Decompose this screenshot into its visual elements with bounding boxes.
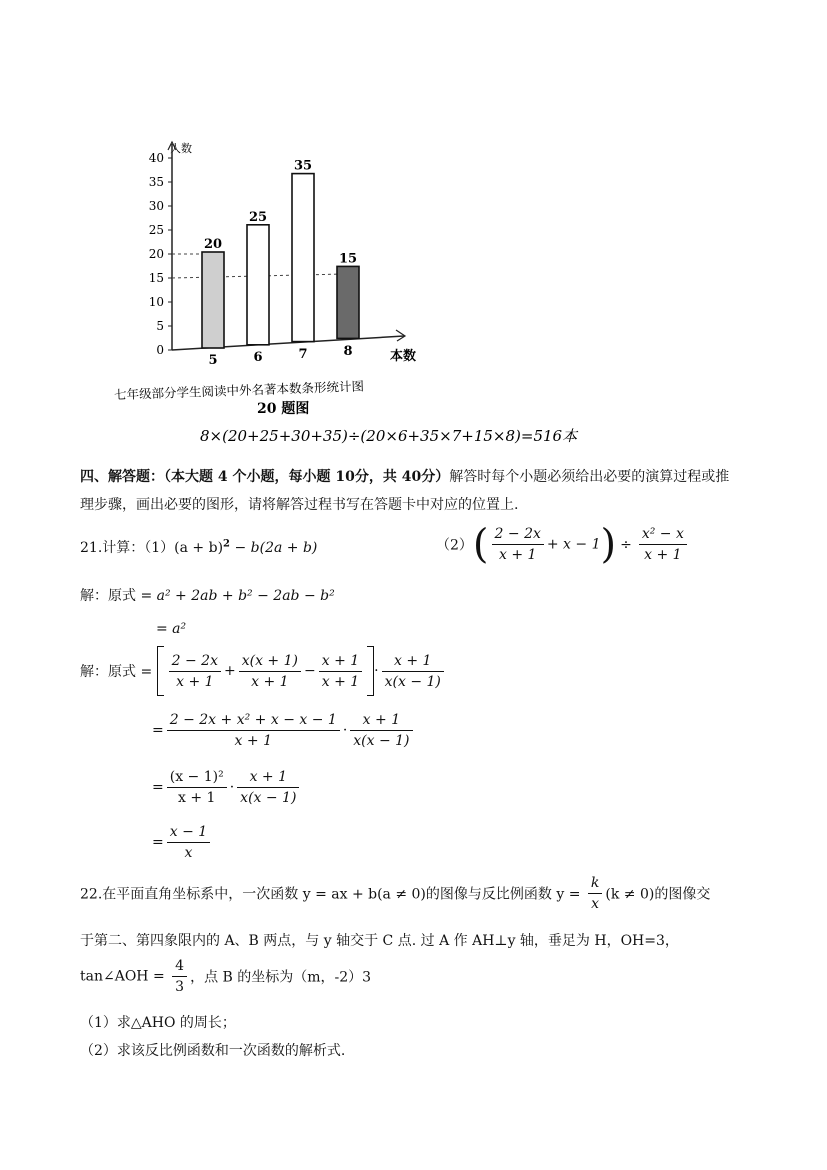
s2a-frac3 xyxy=(319,651,362,692)
q21-expr1-exponent: 2 xyxy=(223,538,231,550)
q21-part2 xyxy=(436,521,690,568)
y-tick-label: 35 xyxy=(148,175,164,189)
bar-7 xyxy=(292,174,314,342)
q22-line2: 于第二、第四象限内的 A、B 两点，与 y 轴交于 C 点. 过 A 作 AH⊥y 轴，垂足为 H，OH=3， xyxy=(80,933,679,949)
q21-expr1: (a + b) xyxy=(174,540,224,556)
y-tick-label: 5 xyxy=(156,319,164,333)
handwritten-note: 8×(20+25+30+35)÷(20×6+35×7+15×8)=516本 xyxy=(200,427,578,445)
denominator: x xyxy=(184,845,193,861)
y-tick-label: 30 xyxy=(148,199,164,213)
x-tick-label: 8 xyxy=(343,344,353,359)
bar-6 xyxy=(247,225,269,345)
q21-fraction-1 xyxy=(492,524,544,565)
y-tick-label: 15 xyxy=(148,271,164,285)
plus-sign: + xyxy=(223,663,236,679)
q22-text-1a: 22.在平面直角坐标系中，一次函数 y = ax + b(a ≠ 0)的图像与反比例函数 y = xyxy=(80,886,585,903)
y-tick-label: 0 xyxy=(156,343,164,357)
sol2-step2 xyxy=(152,710,416,751)
denominator: x + 1 xyxy=(234,733,272,749)
q21-part2-label: （2） xyxy=(436,537,473,554)
s2b-frac2 xyxy=(350,710,412,751)
x-tick-label: 5 xyxy=(208,353,218,368)
numerator: x − 1 xyxy=(167,822,210,843)
y-axis-label: 人数 xyxy=(170,142,192,155)
denominator: x + 1 xyxy=(251,673,289,690)
bar-value-label: 25 xyxy=(248,209,268,225)
equals-sign: = xyxy=(152,779,164,796)
equals-sign: = xyxy=(152,722,164,739)
x-axis-label: 本数 xyxy=(390,349,417,364)
denominator: x + 1 xyxy=(176,673,214,690)
denominator: x(x − 1) xyxy=(240,790,297,806)
q21-expr1-tail: − b(2a + b) xyxy=(230,540,318,556)
q21-label: 21.计算：（1） xyxy=(80,540,175,556)
left-paren: ( xyxy=(472,521,489,568)
dot-sign: · xyxy=(229,779,235,796)
denominator: x + 1 xyxy=(321,673,360,690)
dot-sign: · xyxy=(374,663,379,679)
s2a-frac4 xyxy=(382,651,444,692)
sol1-line1 xyxy=(80,585,335,605)
denominator: 3 xyxy=(175,979,185,995)
denominator: x(x − 1) xyxy=(353,733,410,749)
s2c-frac2 xyxy=(237,767,299,808)
sol2-step4 xyxy=(152,822,213,863)
minus-sign: − xyxy=(303,663,316,679)
s2b-frac1 xyxy=(167,710,340,751)
denominator: x xyxy=(591,896,600,912)
q22-line3 xyxy=(80,956,371,997)
bar-value-label: 35 xyxy=(293,158,313,174)
sol2-step1 xyxy=(80,646,447,696)
chart-caption: 20 题图 xyxy=(257,401,310,417)
denominator: x(x − 1) xyxy=(384,673,441,690)
section-title: 四、解答题：（本大题 4 个小题，每小题 10分，共 40分） xyxy=(80,469,450,485)
s2c-frac1 xyxy=(167,767,227,808)
numerator: x + 1 xyxy=(350,710,412,731)
q21-mid: + x − 1 xyxy=(546,536,601,553)
q21-fraction-2 xyxy=(639,524,687,565)
y-tick-label: 40 xyxy=(148,151,164,165)
q22-part1: （1）求△AHO 的周长； xyxy=(80,1015,236,1031)
sol2-label: 解：原式 = xyxy=(80,664,157,680)
y-tick-label: 25 xyxy=(148,223,164,237)
x-tick-label: 6 xyxy=(253,350,263,365)
s2a-frac1 xyxy=(169,651,221,692)
y-tick-label: 10 xyxy=(148,295,164,309)
s2a-frac2 xyxy=(239,651,301,692)
numerator: k xyxy=(588,873,602,894)
divide-sign: ÷ xyxy=(620,536,632,553)
y-tick-label: 20 xyxy=(148,247,164,261)
sol1-expr: a² + 2ab + b² − 2ab − b² xyxy=(156,588,335,604)
x-tick-label: 7 xyxy=(298,347,308,362)
numerator: (x − 1)² xyxy=(167,767,227,788)
numerator: x + 1 xyxy=(382,651,444,672)
numerator: 4 xyxy=(172,956,187,977)
bar-chart xyxy=(112,138,578,448)
equals-sign: = xyxy=(152,834,164,851)
bar-value-label: 15 xyxy=(338,251,358,267)
numerator: x(x + 1) xyxy=(239,651,301,672)
numerator: x + 1 xyxy=(237,767,299,788)
chart-title: 七年级部分学生阅读中外名著本数条形统计图 xyxy=(113,378,365,403)
q22-text-3b: ，点 B 的坐标为（m，-2）3 xyxy=(190,969,372,986)
right-paren: ) xyxy=(600,521,617,568)
q22-four-thirds xyxy=(172,956,187,997)
numerator: 2 − 2x + x² + x − x − 1 xyxy=(167,710,340,731)
sol1-line2: = a² xyxy=(156,621,187,637)
q22-text-1b: (k ≠ 0)的图像交 xyxy=(605,886,711,903)
sol2-step3 xyxy=(152,767,302,808)
denominator: x + 1 xyxy=(644,547,682,563)
q22-line1 xyxy=(80,873,710,914)
bar-value-label: 20 xyxy=(203,237,223,252)
q22-k-over-x xyxy=(588,873,602,914)
numerator: x + 1 xyxy=(319,651,362,672)
bar-8 xyxy=(337,266,359,338)
bar-5 xyxy=(202,252,224,348)
numerator: 2 − 2x xyxy=(169,651,221,672)
dot-sign: · xyxy=(342,722,348,739)
section-instructions-line2: 理步骤，画出必要的图形，请将解答过程书写在答题卡中对应的位置上. xyxy=(80,497,519,513)
numerator: 2 − 2x xyxy=(492,524,544,545)
section-instructions: 解答时每个小题必须给出必要的演算过程或推 xyxy=(449,469,730,485)
q21-prompt xyxy=(80,537,317,557)
denominator: x + 1 xyxy=(498,547,537,563)
numerator: x² − x xyxy=(639,524,687,545)
s2d-frac xyxy=(167,822,210,863)
q22-text-3a: tan∠AOH = xyxy=(80,968,170,985)
sol1-label: 解：原式 = xyxy=(80,588,157,604)
left-bracket xyxy=(157,646,164,696)
section-heading xyxy=(80,466,729,486)
q22-part2: （2）求该反比例函数和一次函数的解析式. xyxy=(80,1043,346,1059)
denominator: x + 1 xyxy=(178,790,216,806)
